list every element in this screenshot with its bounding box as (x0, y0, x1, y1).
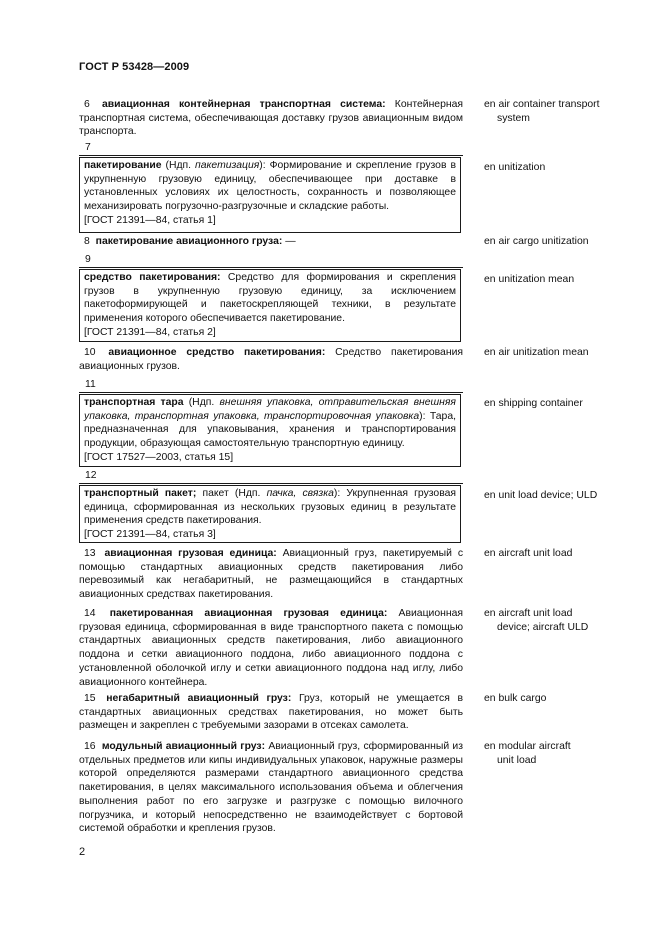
english-term: en aircraft unit load (484, 608, 573, 619)
english-equivalent-6 (484, 98, 634, 125)
standard-reference: [ГОСТ 21391—84, статья 3] (84, 529, 216, 541)
english-equivalent-14 (484, 607, 634, 634)
english-equivalent-13 (484, 547, 634, 561)
english-equivalent-8 (484, 235, 634, 249)
term-entry-6 (79, 98, 463, 139)
term-text: (Ндп. (183, 397, 220, 408)
divider (79, 483, 463, 484)
english-equivalent-15 (484, 692, 634, 706)
term-definition: Авиационный груз, сформированный из отдельных предметов или кипы индивидуальных упаковок, наружные размеры которой определяются размерами стандартного авиационного средства пакетирования, в целях максимального использования объема и облегчения выполнения работ по его загрузке и разгрузке с помощью вилочного погрузчика, и который непосредственно не взаимодействует с бортовой системой обработки и крепления грузов. (79, 741, 464, 835)
term-name: средство пакетирования: (84, 272, 221, 283)
term-definition: — (282, 236, 296, 247)
term-number-label: 11 (85, 379, 96, 390)
term-box-11 (79, 394, 461, 467)
term-text: пакет (Ндп. (196, 488, 267, 499)
term-definition: Авиационный груз, пакетируемый с помощью стандартных авиационных средств пакетирования либо перевозимый как негабаритный, не размещающийся в стандартных авиационных средствах пакетирования. (79, 548, 464, 601)
term-entry-14 (79, 607, 463, 689)
term-definition: ): Формирование и скрепление грузов в укрупненную грузовую единицу, обеспечивающее при доставке в установленных условиях их целостность, сохранность и позволяющее механизировать погрузочно-разгрузочные и складские работы. (84, 160, 456, 213)
english-term: en bulk cargo (484, 693, 547, 704)
english-equivalent-10 (484, 346, 634, 360)
english-term-continued: device; aircraft ULD (497, 621, 589, 633)
english-term-continued: unit load (497, 754, 537, 766)
english-term: en unitization (484, 162, 546, 173)
term-name: авиационное средство пакетирования: (108, 347, 326, 358)
term-box-12 (79, 485, 461, 543)
term-name: пакетирование (84, 160, 162, 171)
term-entry-15 (79, 692, 463, 733)
term-number: 13 (84, 548, 96, 559)
term-name: транспортный пакет; (84, 488, 197, 499)
term-definition: Контейнерная транспортная система, обеспечивающая доставку грузов авиационным видом транспорта. (79, 99, 464, 138)
standard-reference: [ГОСТ 17527—2003, статья 15] (84, 451, 234, 463)
term-name: транспортная тара (84, 397, 184, 408)
english-equivalent-7 (484, 161, 634, 175)
term-entry-10 (79, 346, 463, 373)
divider (79, 267, 463, 268)
term-number-label: 7 (85, 142, 91, 153)
term-number: 14 (84, 608, 96, 619)
english-term: en aircraft unit load (484, 548, 573, 559)
divider (79, 392, 463, 393)
term-number: 16 (84, 741, 96, 752)
not-recommended-term: пачка, связка (266, 488, 334, 499)
term-number-label: 12 (85, 470, 97, 481)
term-entry-16 (79, 740, 463, 836)
not-recommended-term: внешняя упаковка, отправительская внешняя упаковка, транспортная упаковка, транспортировочная упаковка (84, 397, 456, 422)
term-number: 8 (84, 236, 90, 247)
term-number-label: 9 (85, 254, 91, 265)
english-term: en air container transport (484, 99, 600, 110)
term-number: 10 (84, 347, 96, 358)
term-box-7 (79, 157, 461, 233)
term-number: 6 (84, 99, 90, 110)
term-definition: Средство пакетирования авиационных грузов. (79, 347, 464, 372)
english-term: en shipping container (484, 398, 583, 409)
term-name: авиационная грузовая единица: (104, 548, 277, 559)
english-equivalent-11 (484, 397, 634, 411)
english-term: en modular aircraft (484, 741, 571, 752)
english-term: en air unitization mean (484, 347, 589, 358)
english-term: en unitization mean (484, 274, 575, 285)
term-entry-8 (79, 235, 463, 249)
page-number: 2 (79, 846, 86, 858)
not-recommended-term: пакетизация (195, 160, 260, 171)
term-entry-13 (79, 547, 463, 602)
english-term-continued: system (497, 112, 530, 124)
term-definition: ): Укрупненная грузовая единица, сформированная из нескольких грузовых единиц в результате применения средств пакетирования. (84, 488, 456, 527)
english-equivalent-16 (484, 740, 634, 767)
term-name: пакетирование авиационного груза: (95, 236, 283, 247)
term-name: пакетированная авиационная грузовая единица: (109, 608, 388, 619)
term-box-9 (79, 269, 461, 342)
english-term: en air cargo unitization (484, 236, 589, 247)
term-text: (Ндп. (161, 160, 196, 171)
divider (79, 155, 463, 156)
term-definition: ): Тара, предназначенная для упаковывания, хранения и транспортирования продукции, образующая самостоятельную транспортную единицу. (84, 410, 456, 450)
term-name: негабаритный авиационный груз: (106, 693, 292, 704)
document-header: ГОСТ Р 53428—2009 (79, 61, 190, 73)
term-definition: Средство для формирования и скрепления грузов в укрупненную грузовую единицу, за исключением пакетоформирующей и пакетоскрепляющей техники, в результате применения которого обеспечивается пакетирование. (84, 272, 457, 325)
standard-reference: [ГОСТ 21391—84, статья 1] (84, 214, 216, 226)
term-definition: Авиационная грузовая единица, сформированная в виде транспортного пакета с помощью стандартных авиационных средств пакетирования, либо авиационного поддона и сетки авиационного поддона, либо авиационного поддона с установленной оболочкой иглу и сетки авиационного поддона над иглу, либо авиационного контейнера. (79, 608, 463, 688)
english-equivalent-12 (484, 489, 634, 503)
english-term: en unit load device; ULD (484, 490, 598, 501)
term-name: авиационная контейнерная транспортная система: (101, 99, 386, 110)
standard-reference: [ГОСТ 21391—84, статья 2] (84, 326, 216, 338)
term-number: 15 (84, 693, 96, 704)
term-definition: Груз, который не умещается в стандартных авиационных средствах пакетирования, но может быть размещен и закреплен с требуемыми зазорами в отсеках самолета. (79, 693, 463, 732)
term-name: модульный авиационный груз: (101, 741, 266, 752)
english-equivalent-9 (484, 273, 634, 287)
